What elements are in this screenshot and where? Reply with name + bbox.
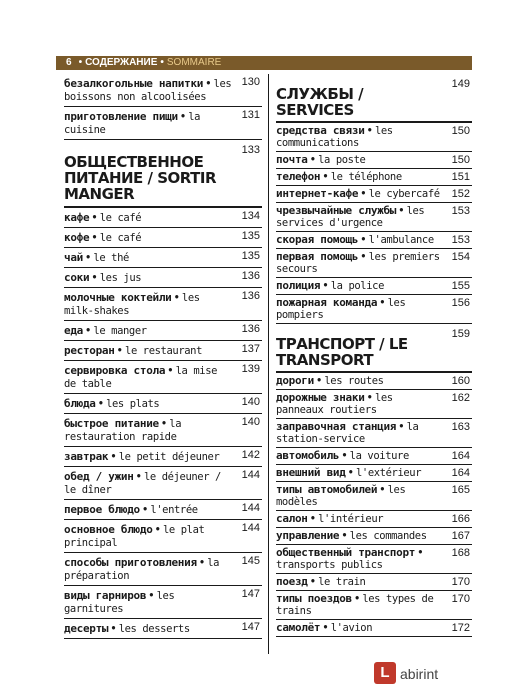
entry-title-ru: безалкогольные напитки — [64, 77, 204, 90]
entry-page-number: 165 — [451, 484, 470, 496]
entry-title-fr: la poste — [318, 154, 366, 166]
entry-title-ru: блюда — [64, 397, 96, 410]
entry-title-fr: les routes — [324, 375, 384, 387]
entry-page-number: 145 — [241, 555, 260, 567]
header-title-ru: СОДЕРЖАНИЕ — [85, 57, 158, 68]
entry-bullet: • — [380, 484, 385, 496]
entry-title-fr: les boissons non alcoolisées — [64, 78, 232, 103]
entry-page-number: 150 — [451, 154, 470, 166]
entry-title-fr: l'entrée — [150, 504, 198, 516]
entry-title-fr: les garnitures — [64, 590, 175, 615]
entry-title-ru: молочные коктейли — [64, 291, 172, 304]
entry-page-number: 166 — [451, 513, 470, 525]
entry-page-number: 147 — [241, 588, 260, 600]
entry-page-number: 135 — [241, 230, 260, 242]
entry-page-number: 170 — [451, 593, 470, 605]
entry-page-number: 150 — [451, 125, 470, 137]
entry-bullet: • — [323, 622, 328, 634]
watermark-text: abirint — [400, 666, 439, 682]
entry-title-ru: обед / ужин — [64, 470, 134, 483]
toc-entry[interactable] — [276, 528, 472, 545]
entry-title-fr: la cuisine — [64, 111, 201, 136]
entry-bullet: • — [174, 292, 179, 304]
entry-title-fr: l'extérieur — [356, 467, 422, 479]
entry-title-fr: le café — [99, 232, 142, 244]
entry-title-ru: основное блюдо — [64, 523, 153, 536]
entry-page-number: 154 — [451, 251, 470, 263]
entry-title-fr: l'ambulance — [368, 234, 434, 246]
entry-title-fr: le restaurant — [125, 345, 203, 357]
section-page-number: 149 — [451, 78, 470, 90]
header-bullet-2: • — [160, 57, 164, 68]
entry-page-number: 152 — [451, 188, 470, 200]
entry-bullet: • — [367, 125, 372, 137]
entry-bullet: • — [399, 421, 404, 433]
entry-title-ru: чай — [64, 251, 83, 264]
entry-title-fr: transports publics — [276, 559, 383, 571]
entry-title-fr: la préparation — [64, 557, 220, 582]
toc-entry[interactable] — [276, 511, 472, 528]
entry-page-number: 163 — [451, 421, 470, 433]
entry-title-ru: десерты — [64, 622, 109, 635]
section-title: СЛУЖБЫ / SERVICES — [276, 85, 364, 119]
entry-bullet: • — [355, 593, 360, 605]
toc-entry[interactable] — [64, 321, 262, 341]
entry-title-fr: le petit déjeuner — [118, 451, 220, 463]
entry-page-number: 144 — [241, 502, 260, 514]
entry-bullet: • — [111, 451, 116, 463]
entry-bullet: • — [418, 547, 423, 559]
entry-page-number: 135 — [241, 250, 260, 262]
entry-title-fr: le train — [318, 576, 366, 588]
entry-title-ru: телефон — [276, 170, 321, 183]
entry-title-fr: les premiers secours — [276, 251, 440, 275]
toc-entry[interactable] — [276, 482, 472, 511]
entry-page-number: 172 — [451, 622, 470, 634]
entry-title-ru: общественный транспорт — [276, 546, 416, 559]
entry-page-number: 153 — [451, 205, 470, 217]
entry-page-number: 140 — [241, 416, 260, 428]
entry-title-ru: типы поездов — [276, 592, 352, 605]
entry-title-fr: les services d'urgence — [276, 205, 425, 229]
entry-page-number: 136 — [241, 270, 260, 282]
entry-title-ru: первая помощь — [276, 250, 359, 263]
entry-title-fr: les milk-shakes — [64, 292, 200, 317]
section-page-number: 133 — [241, 144, 260, 156]
entry-bullet: • — [162, 418, 167, 430]
entry-page-number: 147 — [241, 621, 260, 633]
entry-page-number: 155 — [451, 280, 470, 292]
entry-title-ru: самолёт — [276, 621, 321, 634]
toc-column-right — [276, 74, 472, 637]
entry-bullet: • — [348, 467, 353, 479]
page-number: 6 — [66, 57, 72, 68]
entry-bullet: • — [342, 530, 347, 542]
entry-bullet: • — [380, 297, 385, 309]
entry-title-ru: средства связи — [276, 124, 365, 137]
page-header — [56, 56, 472, 70]
entry-title-ru: салон — [276, 512, 308, 525]
entry-bullet: • — [206, 78, 211, 90]
entry-title-ru: соки — [64, 271, 90, 284]
entry-bullet: • — [367, 392, 372, 404]
entry-title-ru: первое блюдо — [64, 503, 140, 516]
entry-page-number: 130 — [241, 76, 260, 88]
toc-entry[interactable] — [64, 288, 262, 321]
entry-bullet: • — [199, 557, 205, 569]
toc-entry[interactable] — [276, 295, 472, 324]
toc-entry[interactable] — [276, 373, 472, 390]
entry-page-number: 136 — [241, 323, 260, 335]
toc-entry[interactable] — [276, 390, 472, 419]
entry-title-fr: le plat principal — [64, 524, 205, 549]
entry-title-fr: la voiture — [349, 450, 409, 462]
entry-title-fr: les plats — [106, 398, 160, 410]
toc-entry[interactable] — [64, 208, 262, 228]
entry-bullet: • — [117, 345, 122, 357]
entry-title-fr: les communications — [276, 125, 393, 149]
entry-title-ru: еда — [64, 324, 83, 337]
entry-bullet: • — [361, 251, 366, 263]
entry-title-ru: кафе — [64, 211, 90, 224]
entry-page-number: 167 — [451, 530, 470, 542]
entry-title-ru: типы автомобилей — [276, 483, 378, 496]
toc-entry[interactable] — [276, 574, 472, 591]
entry-title-fr: le manger — [93, 325, 147, 337]
entry-page-number: 142 — [241, 449, 260, 461]
toc-entry[interactable] — [276, 545, 472, 574]
section-heading — [276, 324, 472, 373]
entry-title-fr: les modèles — [276, 484, 406, 508]
entry-bullet: • — [168, 365, 173, 377]
entry-bullet: • — [155, 524, 160, 536]
entry-title-ru: способы приготовления — [64, 556, 197, 569]
entry-bullet: • — [310, 154, 315, 166]
entry-title-fr: le téléphone — [330, 171, 402, 183]
entry-title-ru: полиция — [276, 279, 321, 292]
entry-page-number: 160 — [451, 375, 470, 387]
toc-entry[interactable] — [64, 394, 262, 414]
entry-bullet: • — [361, 188, 366, 200]
entry-page-number: 162 — [451, 392, 470, 404]
entry-page-number: 131 — [241, 109, 260, 121]
toc-entry[interactable] — [276, 591, 472, 620]
entry-title-ru: приготовление пищи — [64, 110, 178, 123]
toc-entry[interactable] — [64, 447, 262, 467]
toc-entry[interactable] — [64, 586, 262, 619]
entry-page-number: 134 — [241, 210, 260, 222]
entry-bullet: • — [98, 398, 103, 410]
entry-bullet: • — [111, 623, 116, 635]
entry-title-ru: дороги — [276, 374, 314, 387]
entry-title-fr: l'intérieur — [318, 513, 384, 525]
entry-bullet: • — [136, 471, 141, 483]
entry-title-fr: la restauration rapide — [64, 418, 182, 443]
entry-bullet: • — [149, 590, 154, 602]
entry-title-ru: почта — [276, 153, 308, 166]
entry-title-fr: les desserts — [118, 623, 190, 635]
toc-entry[interactable] — [64, 268, 262, 288]
entry-bullet: • — [310, 576, 315, 588]
entry-page-number: 136 — [241, 290, 260, 302]
entry-page-number: 144 — [241, 522, 260, 534]
entry-title-ru: управление — [276, 529, 340, 542]
entry-bullet: • — [92, 232, 97, 244]
section-heading — [276, 74, 472, 123]
section-title: ОБЩЕСТВЕННОЕ ПИТАНИЕ / SORTIR MANGER — [64, 153, 217, 203]
toc-entry[interactable] — [64, 74, 262, 107]
entry-bullet: • — [86, 325, 91, 337]
entry-bullet: • — [361, 234, 366, 246]
entry-page-number: 168 — [451, 547, 470, 559]
entry-page-number: 144 — [241, 469, 260, 481]
entry-title-fr: le cybercafé — [368, 188, 440, 200]
entry-title-fr: le café — [99, 212, 142, 224]
entry-title-ru: внешний вид — [276, 466, 346, 479]
entry-bullet: • — [92, 272, 97, 284]
toc-entry[interactable] — [64, 228, 262, 248]
entry-page-number: 170 — [451, 576, 470, 588]
entry-title-ru: виды гарниров — [64, 589, 147, 602]
entry-page-number: 139 — [241, 363, 260, 375]
entry-title-fr: la mise de table — [64, 365, 218, 390]
entry-title-fr: la police — [330, 280, 384, 292]
toc-entry[interactable] — [276, 186, 472, 203]
toc-entry[interactable] — [64, 467, 262, 500]
entry-bullet: • — [143, 504, 148, 516]
toc-entry[interactable] — [64, 500, 262, 520]
toc-entry[interactable] — [64, 361, 262, 394]
toc-entry[interactable] — [64, 553, 262, 586]
entry-page-number: 140 — [241, 396, 260, 408]
entry-title-ru: автомобиль — [276, 449, 340, 462]
entry-title-ru: пожарная команда — [276, 296, 378, 309]
header-title-fr: SOMMAIRE — [166, 57, 222, 68]
column-divider — [268, 74, 269, 654]
entry-title-fr: les commandes — [349, 530, 427, 542]
toc-entry[interactable] — [64, 341, 262, 361]
toc-entry[interactable] — [276, 448, 472, 465]
section-title: ТРАНСПОРТ / LE TRANSPORT — [276, 335, 408, 369]
toc-entry[interactable] — [64, 414, 262, 447]
entry-bullet: • — [181, 111, 186, 123]
entry-title-ru: завтрак — [64, 450, 109, 463]
entry-title-ru: скорая помощь — [276, 233, 359, 246]
toc-entry[interactable] — [276, 232, 472, 249]
entry-page-number: 153 — [451, 234, 470, 246]
entry-title-ru: быстрое питание — [64, 417, 159, 430]
entry-title-fr: les pompiers — [276, 297, 406, 321]
entry-title-ru: поезд — [276, 575, 308, 588]
entry-title-fr: la station-service — [276, 421, 419, 445]
entry-page-number: 156 — [451, 297, 470, 309]
toc-entry[interactable] — [64, 520, 262, 553]
entry-bullet: • — [342, 450, 347, 462]
entry-title-fr: le thé — [93, 252, 129, 264]
toc-entry[interactable] — [64, 248, 262, 268]
section-heading — [64, 140, 262, 208]
entry-title-ru: чрезвычайные службы — [276, 204, 397, 217]
entry-title-fr: les panneaux routiers — [276, 392, 393, 416]
entry-bullet: • — [310, 513, 315, 525]
entry-bullet: • — [323, 171, 328, 183]
entry-bullet: • — [323, 280, 328, 292]
entry-title-ru: сервировка стола — [64, 364, 166, 377]
entry-title-ru: интернет-кафе — [276, 187, 359, 200]
toc-entry[interactable] — [276, 465, 472, 482]
entry-page-number: 151 — [451, 171, 470, 183]
toc-entry[interactable] — [276, 152, 472, 169]
toc-entry[interactable] — [276, 203, 472, 232]
entry-title-fr: les jus — [99, 272, 142, 284]
entry-title-fr: les types de trains — [276, 593, 434, 617]
entry-title-ru: кофе — [64, 231, 90, 244]
header-bullet: • — [78, 57, 83, 68]
entry-title-ru: ресторан — [64, 344, 115, 357]
entry-page-number: 164 — [451, 450, 470, 462]
entry-bullet: • — [399, 205, 404, 217]
toc-entry[interactable] — [276, 620, 472, 637]
entry-title-fr: l'avion — [330, 622, 373, 634]
toc-entry[interactable] — [276, 123, 472, 152]
entry-page-number: 164 — [451, 467, 470, 479]
entry-bullet: • — [92, 212, 97, 224]
toc-entry[interactable] — [64, 619, 262, 639]
toc-entry[interactable] — [276, 249, 472, 278]
entry-bullet: • — [317, 375, 322, 387]
toc-column-left — [64, 74, 262, 639]
toc-entry[interactable] — [276, 419, 472, 448]
entry-bullet: • — [86, 252, 91, 264]
section-page-number: 159 — [451, 328, 470, 340]
toc-entry[interactable] — [276, 278, 472, 295]
logo-letter: L — [380, 664, 390, 681]
entry-title-fr: le déjeuner / le dîner — [64, 471, 221, 496]
labirint-logo-icon — [374, 662, 396, 684]
entry-page-number: 137 — [241, 343, 260, 355]
entry-title-ru: дорожные знаки — [276, 391, 365, 404]
toc-entry[interactable] — [64, 107, 262, 140]
toc-entry[interactable] — [276, 169, 472, 186]
entry-title-ru: заправочная станция — [276, 420, 397, 433]
